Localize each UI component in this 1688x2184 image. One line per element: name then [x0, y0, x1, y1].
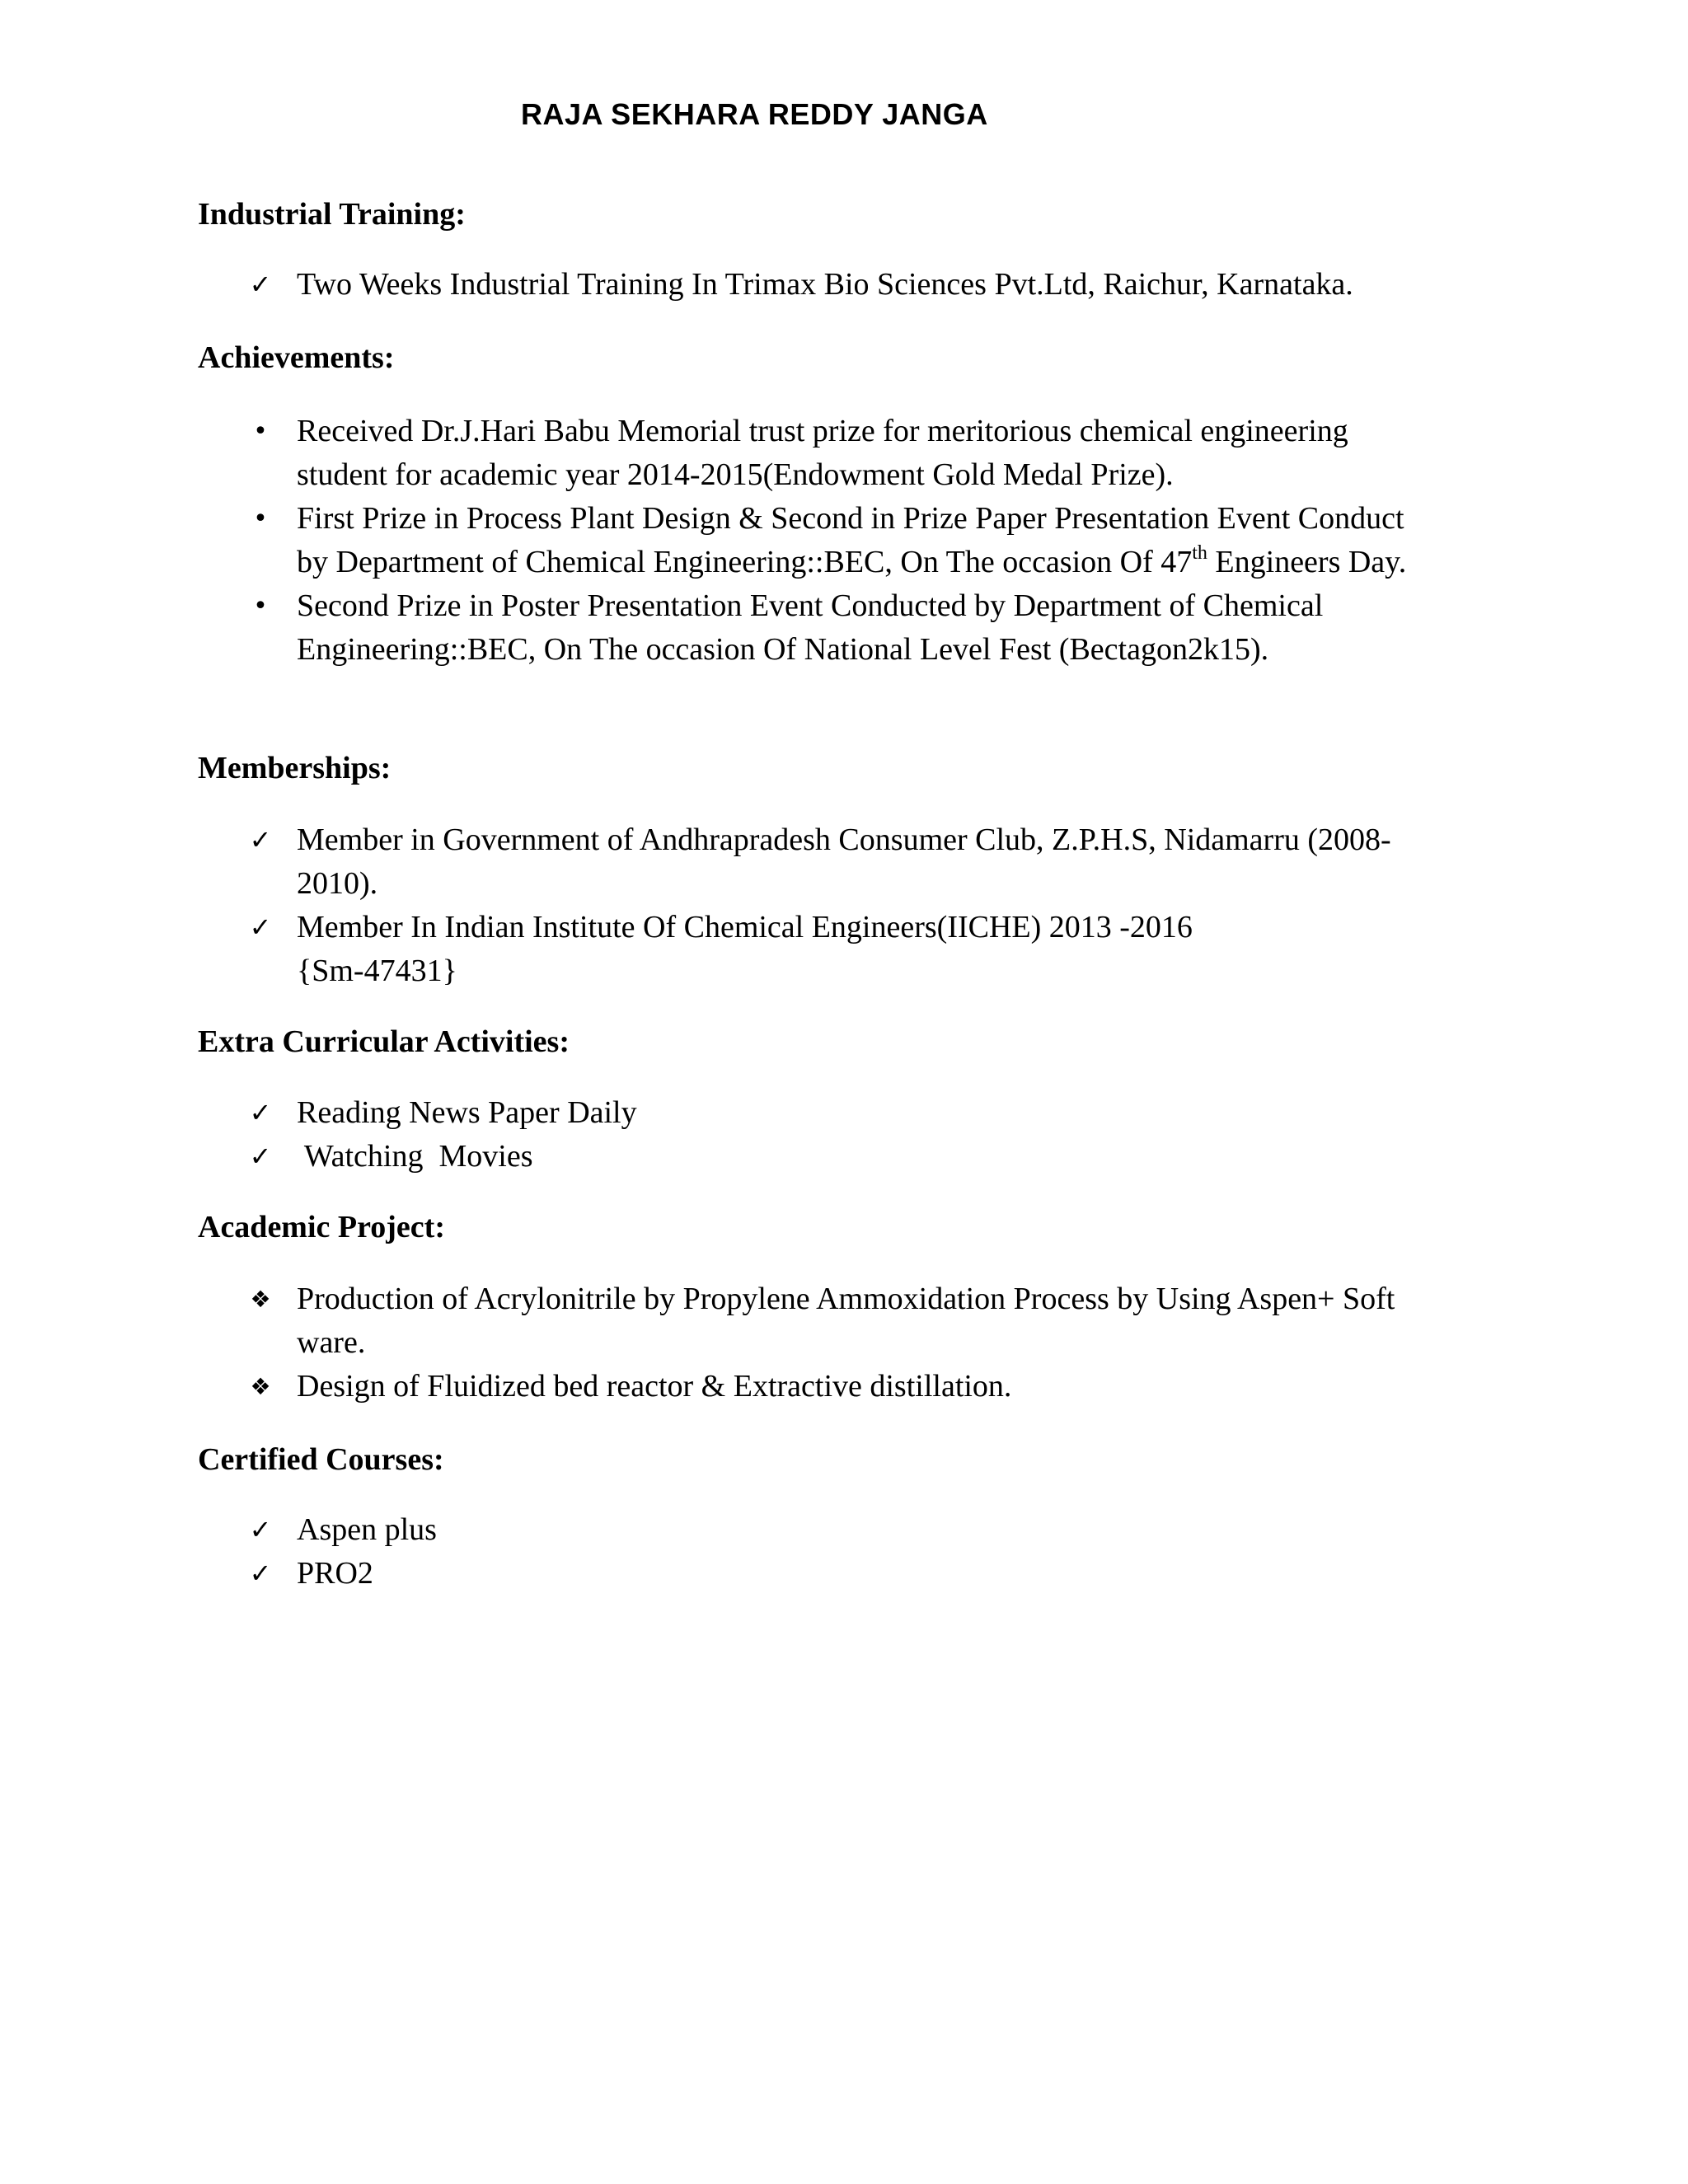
memberships-section — [198, 748, 1484, 993]
checkmark-icon: ✓ — [249, 269, 272, 300]
list-item: ✓ PRO2 — [198, 1552, 1484, 1596]
certified-courses-section — [198, 1440, 1484, 1596]
memberships-heading: Memberships: — [198, 751, 392, 785]
achievements-list — [198, 410, 1484, 672]
academic-project-list — [198, 1277, 1484, 1408]
memberships-list — [198, 818, 1484, 993]
candidate-name: RAJA SEKHARA REDDY JANGA — [521, 97, 988, 131]
checkmark-icon: ✓ — [249, 1514, 272, 1545]
diamond-bullet-icon: ❖ — [250, 1286, 271, 1313]
academic-project-heading: Academic Project: — [198, 1210, 445, 1244]
extra-curricular-heading: Extra Curricular Activities: — [198, 1024, 570, 1059]
diamond-bullet-icon: ❖ — [250, 1373, 271, 1400]
list-item: ❖ Production of Acrylonitrile by Propylene Ammoxidation Process by Using Aspen+ Soft ware. — [198, 1277, 1484, 1365]
checkmark-icon: ✓ — [249, 1097, 272, 1128]
industrial-training-list — [198, 263, 1484, 307]
checkmark-icon: ✓ — [249, 1558, 272, 1589]
bullet-dot-icon: • — [253, 504, 268, 533]
industrial-training-heading: Industrial Training: — [198, 197, 466, 232]
list-item: • First Prize in Process Plant Design & Second in Prize Paper Presentation Event Conduct by Department of Chemical Engineering::BEC, On The occasion Of 47th Engineers Day. — [198, 497, 1484, 584]
checkmark-icon: ✓ — [249, 1141, 272, 1172]
list-item: • Received Dr.J.Hari Babu Memorial trust prize for meritorious chemical engineering student for academic year 2014-2015(Endowment Gold Medal Prize). — [198, 410, 1484, 497]
checkmark-icon: ✓ — [249, 824, 272, 855]
extra-curricular-list — [198, 1091, 1484, 1179]
extra-curricular-section — [198, 1022, 1484, 1179]
list-item: ❖ Design of Fluidized bed reactor & Extractive distillation. — [198, 1365, 1484, 1408]
achievements-section — [198, 338, 1484, 672]
list-item: ✓ Aspen plus — [198, 1508, 1484, 1552]
certified-courses-heading: Certified Courses: — [198, 1442, 444, 1477]
list-item: ✓ Member in Government of Andhrapradesh Consumer Club, Z.P.H.S, Nidamarru (2008- 2010). — [198, 818, 1484, 906]
industrial-training-section — [198, 194, 1484, 307]
list-item: ✓ Reading News Paper Daily — [198, 1091, 1484, 1135]
certified-courses-list — [198, 1508, 1484, 1596]
list-item: ✓ Member In Indian Institute Of Chemical Engineers(IICHE) 2013 -2016 {Sm-47431} — [198, 906, 1484, 993]
checkmark-icon: ✓ — [249, 912, 272, 943]
list-item: ✓ Two Weeks Industrial Training In Trimax Bio Sciences Pvt.Ltd, Raichur, Karnataka. — [198, 263, 1484, 307]
bullet-dot-icon: • — [253, 592, 268, 621]
achievements-heading: Achievements: — [198, 340, 395, 375]
list-item: • Second Prize in Poster Presentation Event Conducted by Department of Chemical Engineering::BEC, On The occasion Of National Level Fest (Bectagon2k15). — [198, 584, 1484, 672]
bullet-dot-icon: • — [253, 417, 268, 446]
academic-project-section — [198, 1207, 1484, 1408]
list-item: ✓ Watching Movies — [198, 1135, 1484, 1179]
